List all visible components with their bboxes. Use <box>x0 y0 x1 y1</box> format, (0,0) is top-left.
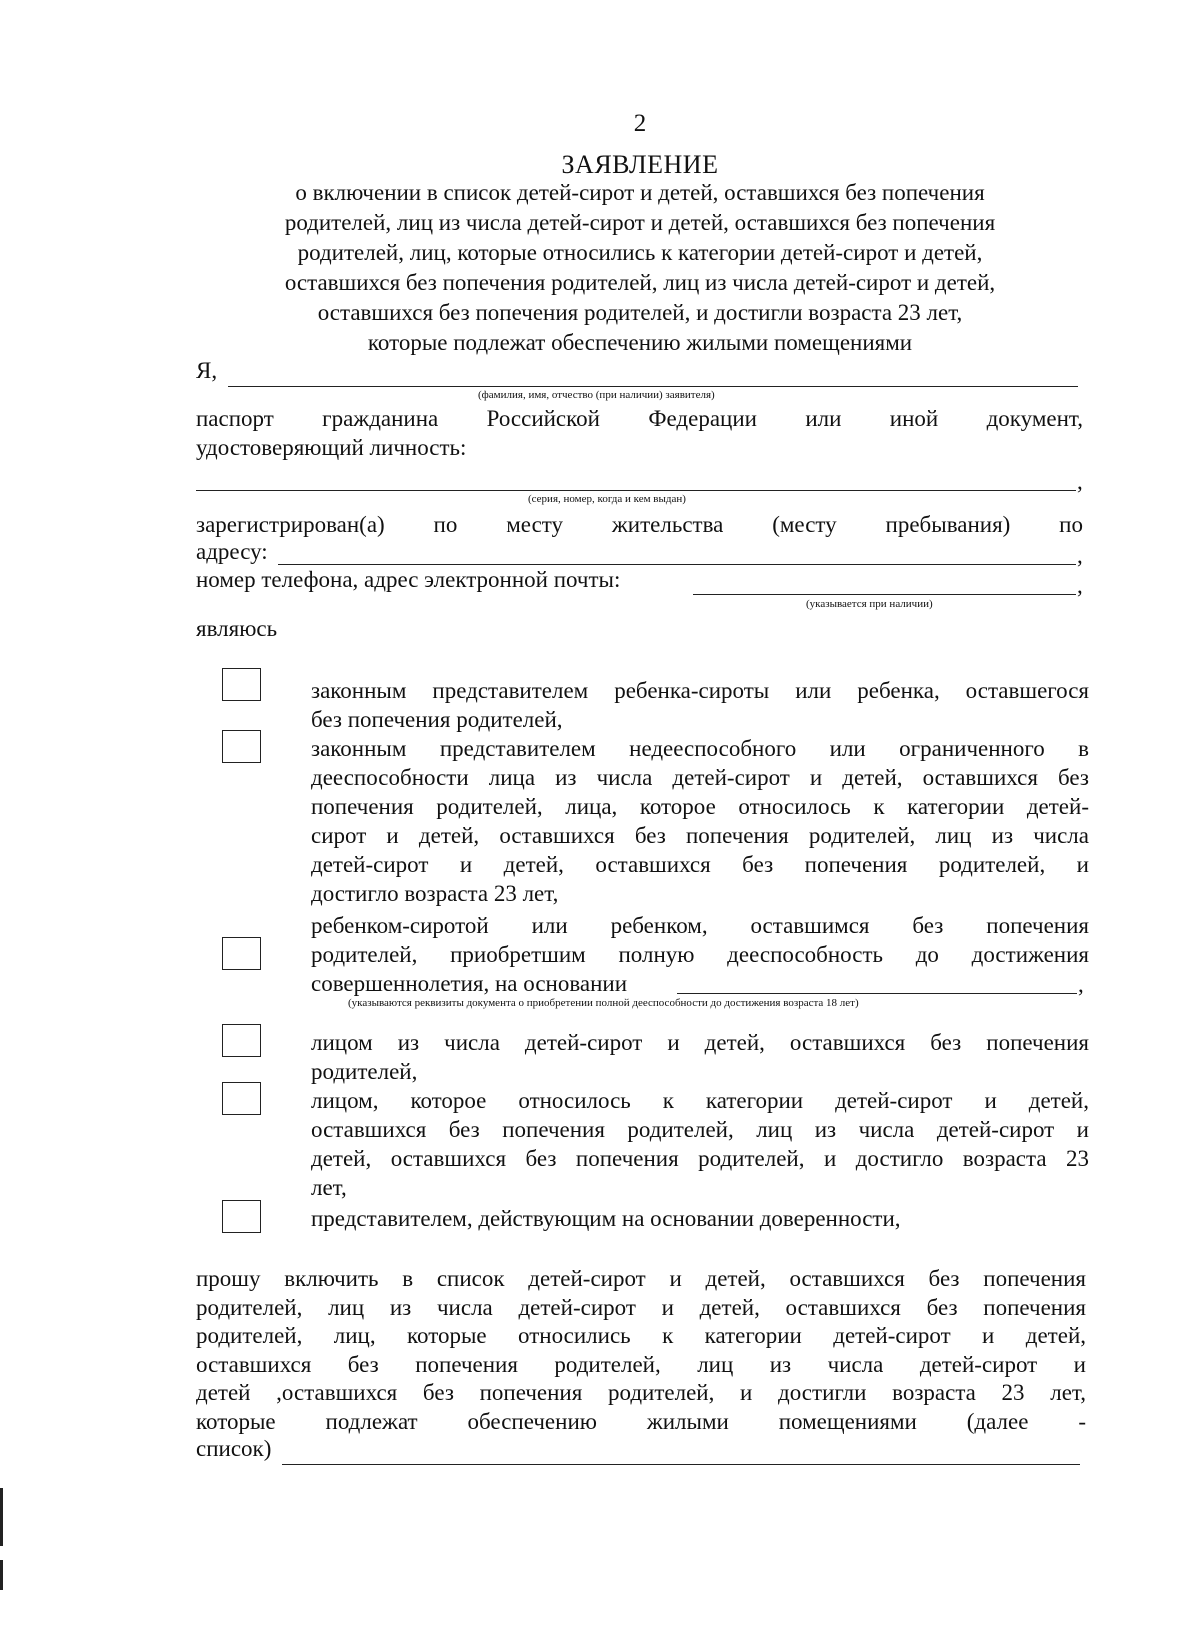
list-name-field[interactable] <box>282 1464 1080 1465</box>
request-last-prefix: список) <box>196 1436 272 1461</box>
address-field[interactable] <box>278 564 1076 565</box>
option-text: представителем, действующим на основании доверенности, <box>311 1206 901 1231</box>
option-checkbox[interactable] <box>222 1200 261 1233</box>
option-text: законным представителем ребенка-сироты или ребенка, оставшегося без попечения родителей, <box>311 678 1089 732</box>
applicant-prefix: Я, <box>196 358 218 383</box>
document-subtitle <box>200 178 1080 358</box>
am-label: являюсь <box>196 616 278 641</box>
basis-caption: (указываются реквизиты документа о приобретении полной дееспособности до достижения возраста 18 лет) <box>348 997 859 1009</box>
passport-comma: , <box>1077 469 1083 494</box>
scan-edge-mark <box>0 1560 3 1590</box>
option-checkbox[interactable] <box>222 668 261 701</box>
scan-edge-mark <box>0 1488 3 1546</box>
subtitle-line: которые подлежат обеспечению жилыми помещениями <box>367 330 913 355</box>
subtitle-line: оставшихся без попечения родителей, и достигли возраста 23 лет, <box>317 300 963 325</box>
phone-caption: (указывается при наличии) <box>806 598 933 610</box>
applicant-name-caption: (фамилия, имя, отчество (при наличии) заявителя) <box>478 389 715 401</box>
option-checkbox[interactable] <box>222 937 261 970</box>
option-text: ребенком-сиротой или ребенком, оставшимся без попечения родителей, приобретшим полную дееспособность до достижения совершеннолетия, на основании <box>311 913 1089 996</box>
phone-email-field[interactable] <box>693 594 1076 595</box>
phone-label: номер телефона, адрес электронной почты: <box>196 567 621 592</box>
subtitle-line: родителей, лиц из числа детей-сирот и детей, оставшихся без попечения <box>284 210 996 235</box>
subtitle-line: о включении в список детей-сирот и детей, оставшихся без попечения <box>295 180 985 205</box>
address-comma: , <box>1077 543 1083 568</box>
basis-document-field[interactable] <box>677 993 1077 994</box>
option-checkbox[interactable] <box>222 730 261 763</box>
applicant-name-field[interactable] <box>228 386 1078 387</box>
phone-comma: , <box>1077 573 1083 598</box>
option-text: законным представителем недееспособного или ограниченного в дееспособности лица из числа детей-сирот и детей, оставшихся без попечения родителей, лица, которое относилось к категории детей- сирот и детей, оставшихся без попечения родителей, лиц из числа детей-сирот и детей, оставшихся без попечения родителей, и достигло возраста 23 лет, <box>311 736 1089 906</box>
passport-line: удостоверяющий личность: <box>196 435 467 460</box>
passport-line: паспорт гражданина Российской Федерации или иной документ, <box>196 406 1083 431</box>
registration-line: зарегистрирован(а) по месту жительства (месту пребывания) по <box>196 512 1083 537</box>
option-checkbox[interactable] <box>222 1024 261 1057</box>
option-text: лицом из числа детей-сирот и детей, оставшихся без попечения родителей, <box>311 1030 1089 1084</box>
basis-comma: , <box>1078 972 1084 997</box>
request-paragraph: прошу включить в список детей-сирот и детей, оставшихся без попечения родителей, лиц из числа детей-сирот и детей, оставшихся без попечения родителей, лиц, которые относились к категории детей-сирот и детей, оставшихся без попечения родителей, лиц из числа детей-сирот и детей ,оставшихся без попечения родителей, и достигли возраста 23 лет, которые подлежат обеспечению жилыми помещениями (далее - <box>196 1266 1086 1434</box>
passport-caption: (серия, номер, когда и кем выдан) <box>528 493 686 505</box>
registration-address-prefix: адресу: <box>196 539 268 564</box>
passport-details-field[interactable] <box>196 490 1076 491</box>
option-checkbox[interactable] <box>222 1082 261 1115</box>
subtitle-line: оставшихся без попечения родителей, лиц из числа детей-сирот и детей, <box>284 270 996 295</box>
page-number: 2 <box>633 110 647 137</box>
option-text: лицом, которое относилось к категории детей-сирот и детей, оставшихся без попечения родителей, лиц из числа детей-сирот и детей, оставшихся без попечения родителей, и достигло возраста 23 лет, <box>311 1088 1089 1200</box>
subtitle-line: родителей, лиц, которые относились к категории детей-сирот и детей, <box>297 240 983 265</box>
document-title: ЗАЯВЛЕНИЕ <box>561 150 719 179</box>
